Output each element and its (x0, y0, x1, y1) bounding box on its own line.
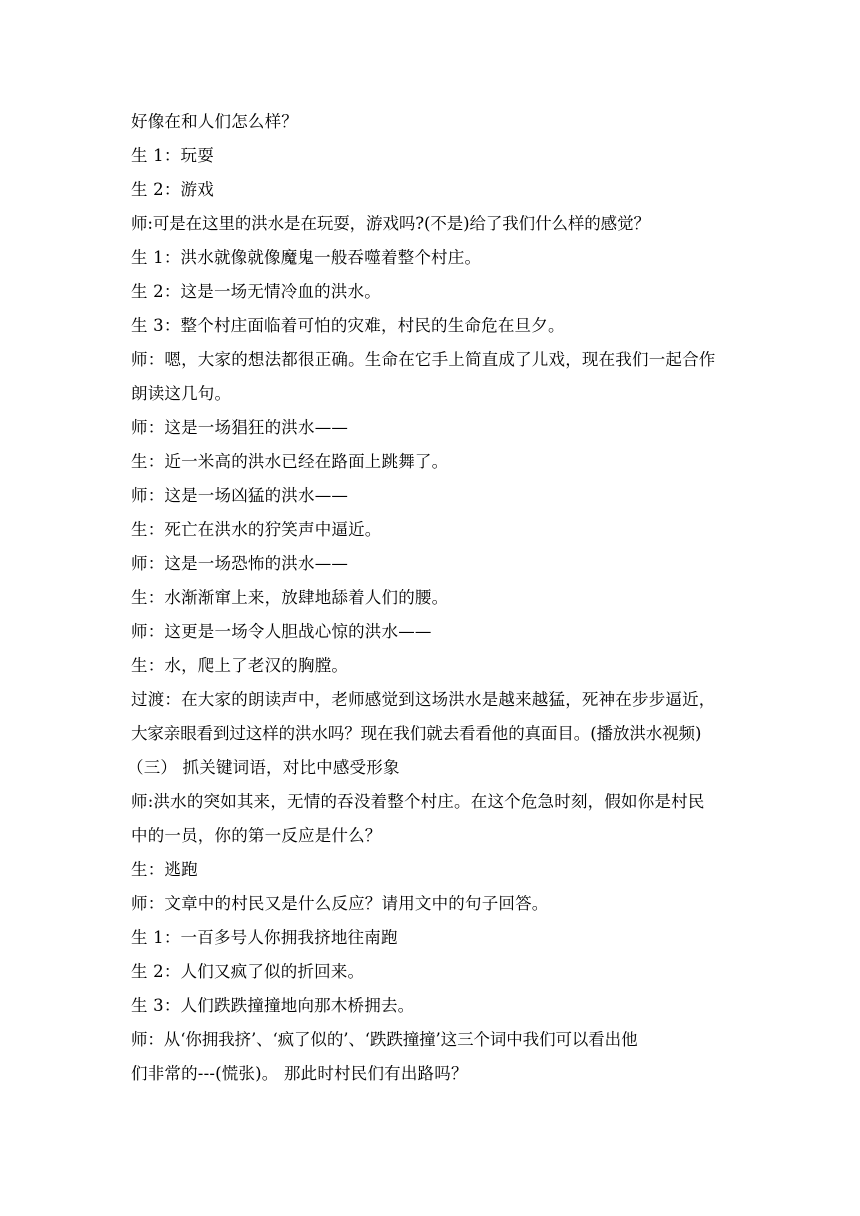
text-line: 生 2：这是一场无情冷血的洪水。 (131, 282, 381, 301)
text-line: 师：这是一场猖狂的洪水—— (131, 418, 349, 437)
text-line: 生 3：人们跌跌撞撞地向那木桥拥去。 (131, 996, 415, 1015)
text-line: 生 1：玩耍 (131, 146, 214, 165)
text-line: 好像在和人们怎么样？ (131, 112, 298, 131)
text-line: 师:可是在这里的洪水是在玩耍，游戏吗?(不是)给了我们什么样的感觉？ (131, 214, 650, 233)
text-line: 生：近一米高的洪水已经在路面上跳舞了。 (131, 452, 449, 471)
text-line: 过渡：在大家的朗读声中，老师感觉到这场洪水是越来越猛，死神在步步逼近， (131, 690, 716, 709)
section-heading: （三） 抓关键词语，对比中感受形象 (127, 758, 400, 777)
text-line: 生 2：人们又疯了似的折回来。 (131, 962, 365, 981)
text-line: 生：水，爬上了老汉的胸膛。 (131, 656, 349, 675)
text-line: 师：这更是一场令人胆战心惊的洪水—— (131, 622, 432, 641)
text-line: 师：这是一场恐怖的洪水—— (131, 554, 349, 573)
text-line: 师:洪水的突如其来，无情的吞没着整个村庄。在这个危急时刻，假如你是村民 (131, 792, 705, 811)
text-line: 生：死亡在洪水的狞笑声中逼近。 (131, 520, 382, 539)
text-line: 朗读这几句。 (131, 384, 232, 403)
text-line: 生：水渐渐窜上来，放肆地舔着人们的腰。 (131, 588, 449, 607)
text-line: 师：文章中的村民又是什么反应？请用文中的句子回答。 (131, 894, 549, 913)
text-line: 生 3：整个村庄面临着可怕的灾难，村民的生命危在旦夕。 (131, 316, 565, 335)
text-line: 们非常的---(慌张)。 那此时村民们有出路吗？ (131, 1064, 468, 1083)
text-line: 师：嗯，大家的想法都很正确。生命在它手上简直成了儿戏，现在我们一起合作 (131, 350, 716, 369)
text-line: 生 1：洪水就像就像魔鬼一般吞噬着整个村庄。 (131, 248, 482, 267)
text-line: 师：从‘你拥我挤’、‘疯了似的’、‘跌跌撞撞’这三个词中我们可以看出他 (131, 1030, 638, 1049)
text-line: 生 1：一百多号人你拥我挤地往南跑 (131, 928, 398, 947)
document-body (127, 105, 731, 1091)
text-line: 中的一员，你的第一反应是什么？ (131, 826, 382, 845)
text-line: 大家亲眼看到过这样的洪水吗？现在我们就去看看他的真面目。(播放洪水视频) (131, 724, 702, 743)
text-line: 师：这是一场凶猛的洪水—— (131, 486, 349, 505)
text-line: 生：逃跑 (131, 860, 198, 879)
text-line: 生 2：游戏 (131, 180, 214, 199)
